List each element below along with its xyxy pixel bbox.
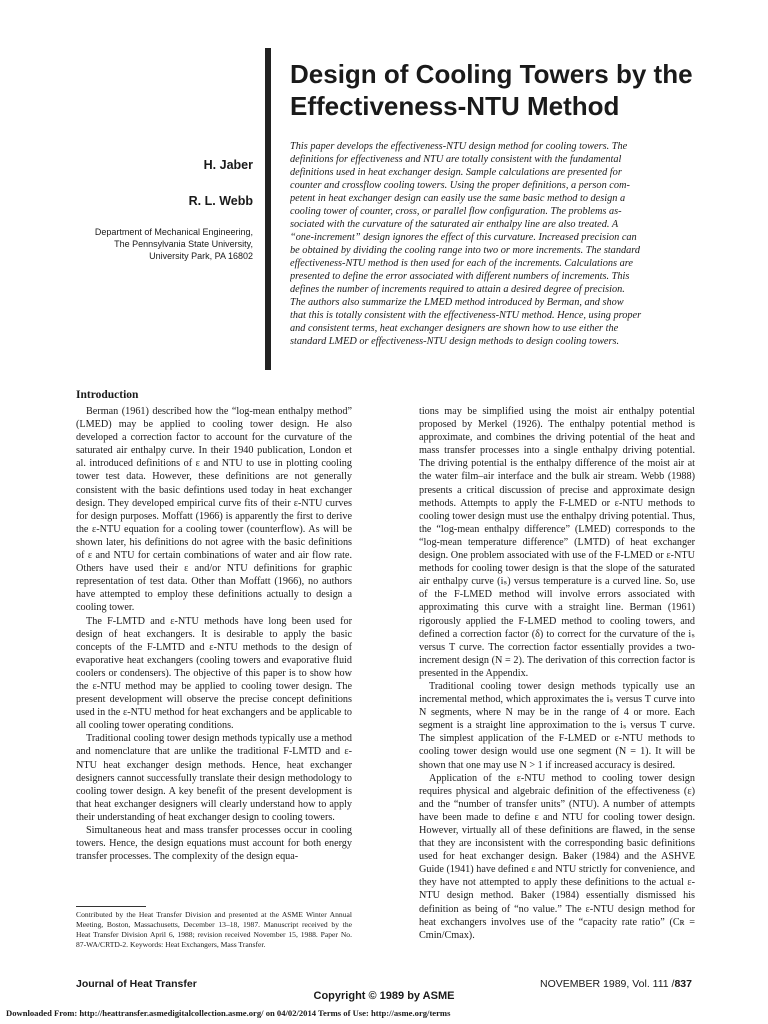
author-2: R. L. Webb	[188, 194, 253, 208]
paragraph: Simultaneous heat and mass transfer processes occur in cooling towers. Hence, the design equations must account for both energy transfer processes. The complexity of the design equa-	[76, 825, 352, 863]
affiliation-line-1: Department of Mechanical Engineering,	[94, 227, 253, 237]
affiliation	[33, 226, 253, 262]
paragraph: tions may be simplified using the moist air enthalpy potential proposed by Merkel (1926). The enthalpy potential method is approximate, and combines the driving potential of the heat and mass transfer processes into a single enthalpy driving potential. The driving potential is the enthalpy difference of the moist air at the water film–air interface and the bulk air stream. Webb (1988) presents a critical discussion of precise and approximate design methods. Attempts to apply the F-LMED or ε-NTU methods to cooling tower design must use the enthalpy driving potential. Thus, the “log-mean enthalpy difference” (LMED) corresponds to the “log-mean temperature difference” (LMTD) of heat exchanger design. One problem associated with use of the F-LMED or ε-NTU methods for cooling tower design is that the slope of the saturated air enthalpy curve (iₛ) versus temperature is a curved line. So, use of the F-LMED method will involve errors associated with approximating this curve with a straight line. Berman (1961) rigorously applied the F-LMED method to cooling towers, and defined a correction factor (δ) to correct for the curvature of the iₛ versus T curve. The correction factor essentially provides a two-increment design (N = 2). The derivation of this correction factor is presented in the Appendix.	[419, 406, 695, 679]
abstract-line: definitions used in heat exchanger design. Sample calculations are presented for	[290, 167, 622, 178]
download-notice: Downloaded From: http://heattransfer.asmedigitalcollection.asme.org/ on 04/02/2014 Terms of Use: http://asme.org/terms	[6, 1008, 451, 1018]
paragraph: Traditional cooling tower design methods typically use an incremental method, which approximates the iₛ versus T curve into N segments, where N may be in the range of 4 or more. Each segment is a straight line approximation to the iₛ versus T curve. The simplest application of the F-LMED or ε-NTU methods to cooling tower design would use one segment (N = 1). It will be shown that one may use N > 1 if increased accuracy is desired.	[419, 680, 695, 771]
author-1: H. Jaber	[203, 158, 253, 172]
abstract-line: sociated with the curvature of the saturated air enthalpy line are also treated. A	[290, 219, 619, 230]
abstract-line: effectiveness-NTU method is then used for each of the increments. Calculations are	[290, 258, 633, 269]
abstract-line: standard LMED or effectiveness-NTU design methods to design cooling towers.	[290, 336, 620, 347]
left-column	[76, 405, 352, 863]
abstract-line: be obtained by dividing the cooling range into two or more increments. The standard	[290, 245, 641, 256]
paragraph: Berman (1961) described how the “log-mean enthalpy method” (LMED) may be applied to cooling tower design. He also developed a correction factor to account for the curvature of the saturated air enthalpy curve. In their 1940 publication, London et al. introduced definitions of ε and NTU to use in plotting cooling tower test data. However, these definitions are not generally consistent with the basic defintions used today in heat exchanger design. They developed empirical curve fits of their ε-NTU curves for design purposes. Moffatt (1966) is apparently the first to derive the ε-NTU equation for a cooling tower (counterflow). As will be shown later, his definitions do not agree with the basic definitions of ε and NTU for certain combinations of water and air flow rate. Others have used their ε and/or NTU definitions for graphic representation of test data. Other than Moffatt (1966), no authors have attempted to employ these definitions actually to design a cooling tower.	[76, 406, 352, 614]
footnote: Contributed by the Heat Transfer Division and presented at the ASME Winter Annual Meeting, Boston, Massachusetts, December 13–18, 1987. Manuscript received by the Heat Transfer Division April 6, 1988; revision received November 15, 1988. Paper No. 87-WA/CRTD-2. Keywords: Heat Exchangers, Mass Transfer.	[76, 910, 352, 949]
title-line-2: Effectiveness-NTU Method	[290, 91, 620, 121]
footnote-rule	[76, 906, 146, 907]
paragraph: Traditional cooling tower design methods typically use a method and nomenclature that are unlike the traditional F-LMTD and ε-NTU heat exchanger design methods. Hence, heat exchanger designers cannot successfully translate their design methodology to cooling tower design. A key benefit of the present development is that heat exchanger designers will clearly understand how to apply their understanding of heat exchanger design to cooling towers.	[76, 733, 352, 823]
abstract-line: This paper develops the effectiveness-NTU design method for cooling towers. The	[290, 141, 628, 152]
abstract-line: presented to define the error associated with different numbers of increments. This	[290, 271, 630, 282]
abstract-line: definitions for effectiveness and NTU are totally consistent with the fundamental	[290, 154, 622, 165]
affiliation-line-2: The Pennsylvania State University,	[114, 239, 253, 249]
paper-title	[290, 58, 750, 122]
abstract-line: The authors also summarize the LMED method introduced by Berman, and show	[290, 297, 624, 308]
section-heading-introduction: Introduction	[76, 389, 139, 401]
abstract-line: petent in heat exchanger design can easily use the same basic method to design a	[290, 193, 626, 204]
abstract-line: counter and crossflow cooling towers. Using the proper definitions, a person com-	[290, 180, 630, 191]
paragraph: The F-LMTD and ε-NTU methods have long been used for design of heat exchangers. It is desirable to apply the basic concepts of the F-LMTD and ε-NTU methods to the design of evaporative heat exchangers (cooling towers and evaporative fluid coolers or condensers). The objective of this paper is to show how the ε-NTU method may be applied to cooling tower design. The present development will observe the precise concept definitions used in the ε-NTU method for heat exchangers and be applicable to all cooling tower operating conditions.	[76, 615, 352, 732]
abstract	[290, 140, 750, 348]
issue-info	[540, 978, 692, 990]
abstract-line: cooling tower of counter, cross, or parallel flow configuration. The problems as-	[290, 206, 622, 217]
right-column	[419, 405, 695, 942]
abstract-line: defines the number of increments required to attain a desired degree of precision.	[290, 284, 625, 295]
title-line-1: Design of Cooling Towers by the	[290, 59, 693, 89]
journal-name: Journal of Heat Transfer	[76, 978, 197, 990]
paragraph: Application of the ε-NTU method to cooling tower design requires physical and algebraic definition of the effectiveness (ε) and the “number of transfer units” (NTU). A number of attempts have been made to define ε and NTU for cooling tower design. However, virtually all of these definitions are flawed, in the sense that they are inconsistent with the corresponding basic definitions used for heat exchanger design. Baker (1984) and the ASHVE Guide (1941) have defined ε and NTU strictly for convenience, and they have not attempted to apply these definitions to the actual ε-NTU design method. Baker (1984) essentially dismissed his definition as being of “no value.” The ε-NTU design method for heat exchangers involves use of the “capacity rate ratio” (Cʀ = Cmin/Cmax).	[419, 772, 695, 941]
issue-label: NOVEMBER 1989, Vol. 111 /	[540, 978, 675, 990]
copyright-notice: Copyright © 1989 by ASME	[313, 990, 455, 1002]
page-number: 837	[674, 978, 692, 990]
abstract-line: that this is totally consistent with the effectiveness-NTU method. Hence, using proper	[290, 310, 642, 321]
abstract-line: “one-increment” design ignores the effect of this curvature. Increased precision can	[290, 232, 637, 243]
abstract-line: and consistent terms, heat exchanger designers are shown how to use either the	[290, 323, 619, 334]
title-rule	[265, 48, 271, 370]
affiliation-line-3: University Park, PA 16802	[149, 251, 253, 261]
